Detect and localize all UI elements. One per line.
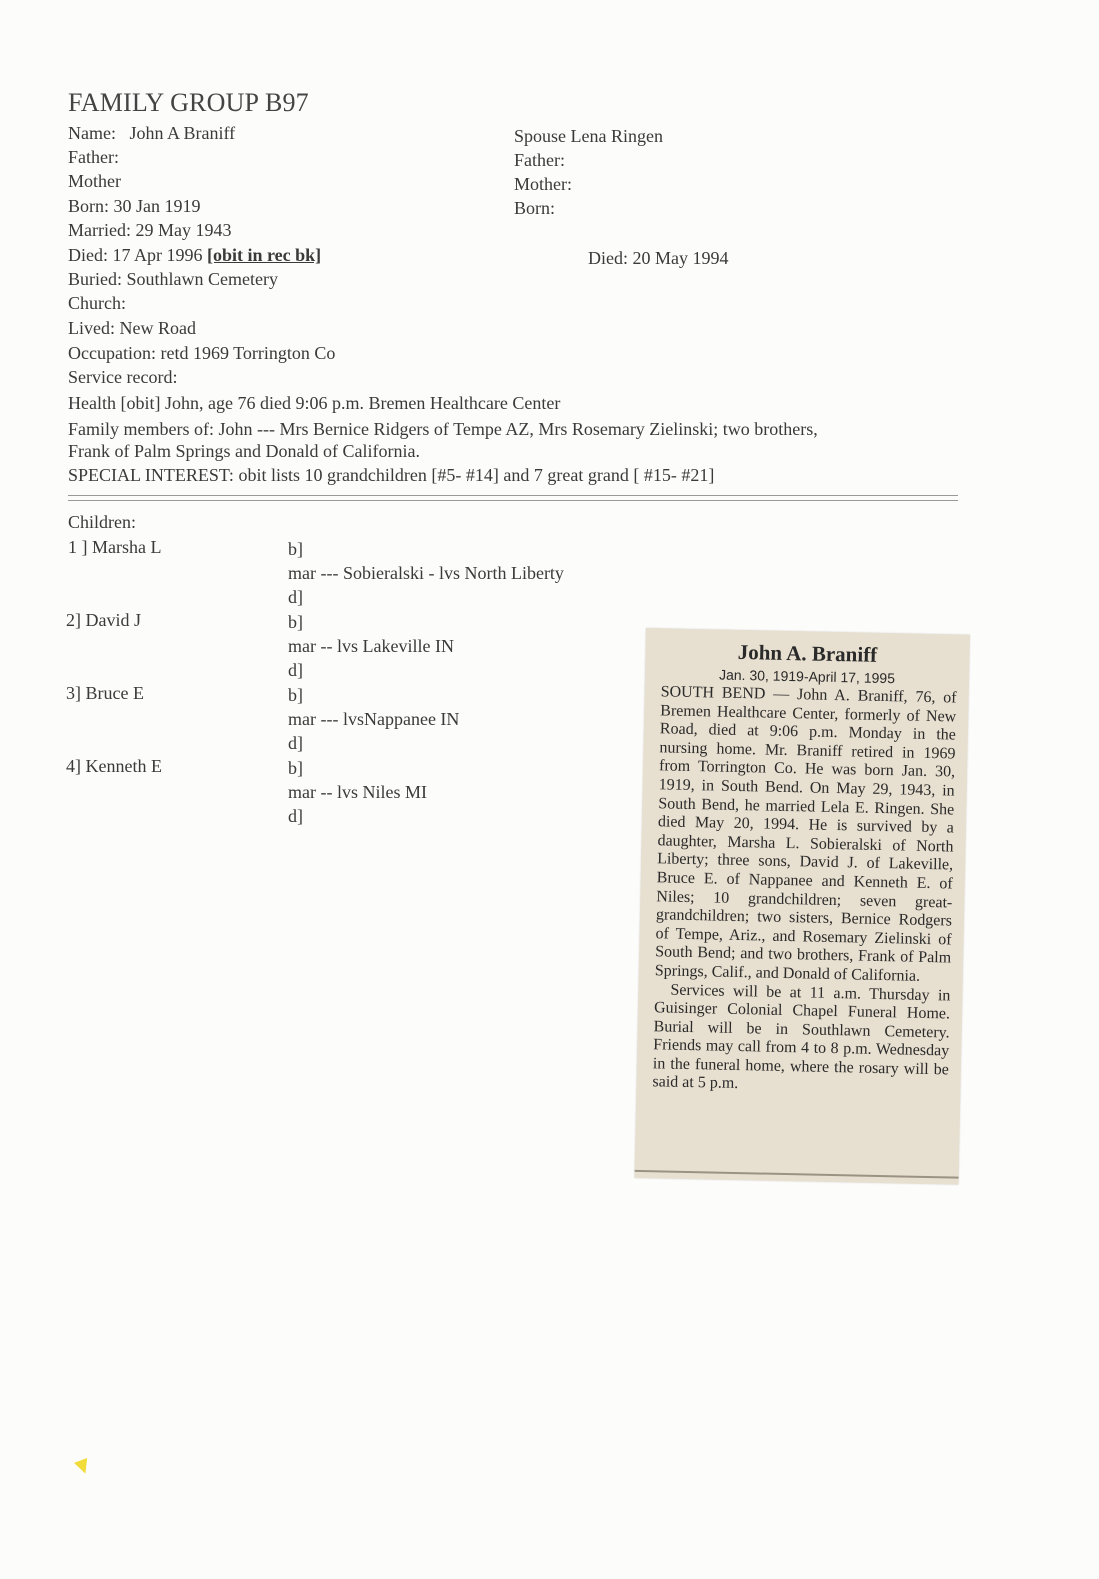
child-married: mar -- lvs Lakeville IN — [288, 636, 454, 656]
child-born: b] — [288, 539, 303, 559]
husband-name: John A Braniff — [129, 123, 236, 143]
husband-father: Father: — [68, 147, 119, 167]
health-line: Health [obit] John, age 76 died 9:06 p.m. Bremen Healthcare Center — [68, 393, 561, 413]
clipping-rule — [635, 1170, 959, 1179]
obituary-clipping — [634, 628, 969, 1185]
yellow-mark-icon — [74, 1458, 92, 1476]
child-name: 2] David J — [66, 610, 141, 630]
child-married: mar -- lvs Niles MI — [288, 782, 427, 802]
spouse-died: Died: 20 May 1994 — [588, 248, 729, 268]
husband-mother: Mother — [68, 171, 121, 191]
clipping-heading: John A. Braniff — [737, 639, 878, 667]
child-died: d] — [288, 587, 303, 607]
clipping-dates: Jan. 30, 1919-April 17, 1995 — [718, 666, 896, 687]
husband-church: Church: — [68, 293, 126, 313]
husband-lived: Lived: New Road — [68, 318, 196, 338]
spouse-mother: Mother: — [514, 174, 572, 194]
children-header: Children: — [68, 512, 136, 532]
child-died: d] — [288, 660, 303, 680]
double-divider — [68, 495, 958, 501]
child-name: 4] Kenneth E — [66, 756, 162, 776]
child-married: mar --- lvsNappanee IN — [288, 709, 460, 729]
clipping-paragraph: SOUTH BEND — John A. Braniff, 76, of Bremen Healthcare Center, formerly of New Road, died at 9:06 p.m. Monday in the nursing home. Mr. Braniff retired in 1969 from Torrington Co. He was born Jan. 30, 1919, in South Bend. On May 29, 1943, in South Bend, he married Lela E. Ringen. She died May 20, 1994. He is survived by a daughter, Marsha L. Sobieralski of North Liberty; three sons, David J. of Lakeville, Bruce E. of Nappanee and Kenneth E. of Niles; 10 grandchildren; seven great-grandchildren; two sisters, Bernice Rodgers of Tempe, Ariz., and Rosemary Zielinski of South Bend; and two brothers, Frank of Palm Springs, Calif., and Donald of California. — [654, 683, 957, 985]
child-died: d] — [288, 733, 303, 753]
husband-occupation: Occupation: retd 1969 Torrington Co — [68, 343, 336, 363]
husband-service: Service record: — [68, 367, 178, 387]
husband-born: Born: 30 Jan 1919 — [68, 196, 201, 216]
child-born: b] — [288, 758, 303, 778]
husband-buried: Buried: Southlawn Cemetery — [68, 269, 278, 289]
child-name: 3] Bruce E — [66, 683, 144, 703]
child-died: d] — [288, 806, 303, 826]
died-text: Died: 17 Apr 1996 — [68, 245, 207, 265]
spouse-born: Born: — [514, 198, 556, 218]
name-row — [68, 122, 235, 144]
family-members-line-2: Frank of Palm Springs and Donald of California. — [68, 441, 420, 461]
child-born: b] — [288, 685, 303, 705]
page-title: FAMILY GROUP B97 — [68, 88, 309, 117]
family-members-line-1: Family members of: John --- Mrs Bernice Ridgers of Tempe AZ, Mrs Rosemary Zielinski; two brothers, — [68, 419, 818, 439]
spouse-name: Spouse Lena Ringen — [514, 126, 663, 146]
obit-link[interactable]: [obit in rec bk] — [207, 245, 322, 265]
husband-died — [68, 244, 321, 266]
husband-married: Married: 29 May 1943 — [68, 220, 232, 240]
clipping-paragraph: Services will be at 11 a.m. Thursday in Guisinger Colonial Chapel Funeral Home. Burial will be in Southlawn Cemetery. Friends may call from 4 to 8 p.m. Wednesday in the funeral home, where the rosary will be said at 5 p.m. — [652, 981, 951, 1093]
spouse-father: Father: — [514, 150, 565, 170]
child-name: 1 ] Marsha L — [68, 537, 162, 557]
clipping-body — [636, 681, 969, 1099]
child-married: mar --- Sobieralski - lvs North Liberty — [288, 563, 564, 583]
child-born: b] — [288, 612, 303, 632]
special-interest: SPECIAL INTEREST: obit lists 10 grandchildren [#5- #14] and 7 great grand [ #15- #21] — [68, 465, 715, 485]
name-label: Name: — [68, 123, 116, 143]
